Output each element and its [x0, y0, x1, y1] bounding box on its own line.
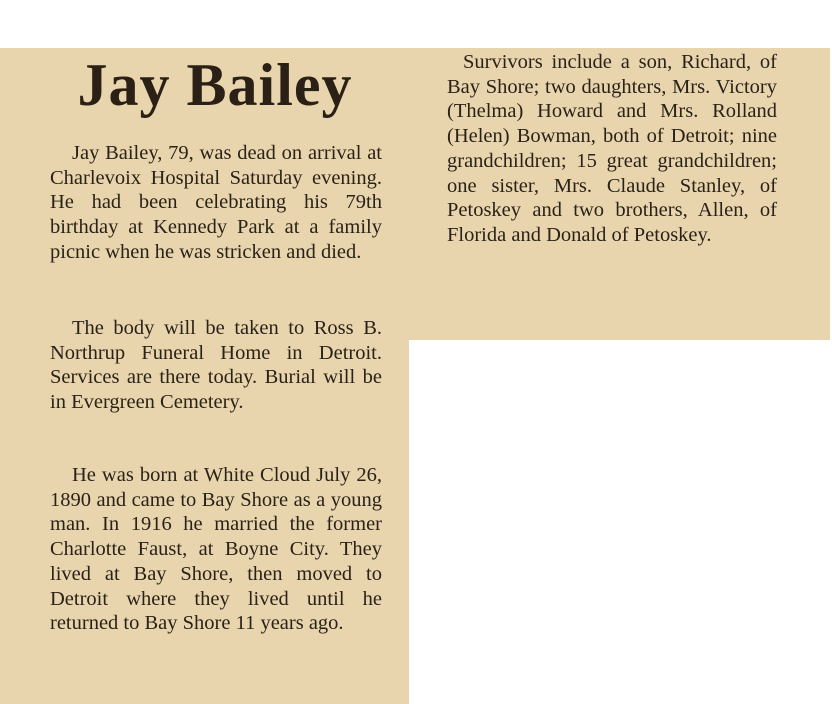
paragraph-biography: He was born at White Cloud July 26, 1890 and came to Bay Shore as a young man. In 1916 he married the former Charlotte Faust, at Boyne City. They lived at Bay Shore, then moved to Detroit where they lived until he returned to Bay Shore 11 years ago. [50, 464, 382, 635]
paragraph-funeral-arrangements: The body will be taken to Ross B. Northrup Funeral Home in Detroit. Services are there today. Burial will be in Evergreen Cemetery. [50, 317, 382, 414]
paragraph-survivors: Survivors include a son, Richard, of Bay Shore; two daughters, Mrs. Victory (Thelma) Howard and Mrs. Rolland (Helen) Bowman, both of Detroit; nine grandchildren; 15 great grandchildren; one sister, Mrs. Claude Stanley, of Petoskey and two brothers, Allen, of Florida and Donald of Petoskey. [447, 51, 777, 246]
obituary-headline: Jay Bailey [77, 52, 353, 118]
paragraph-death-notice: Jay Bailey, 79, was dead on arrival at Charlevoix Hospital Saturday evening. He had been celebrating his 79th birthday at Kennedy Park at a family picnic when he was stricken and died. [50, 142, 382, 263]
